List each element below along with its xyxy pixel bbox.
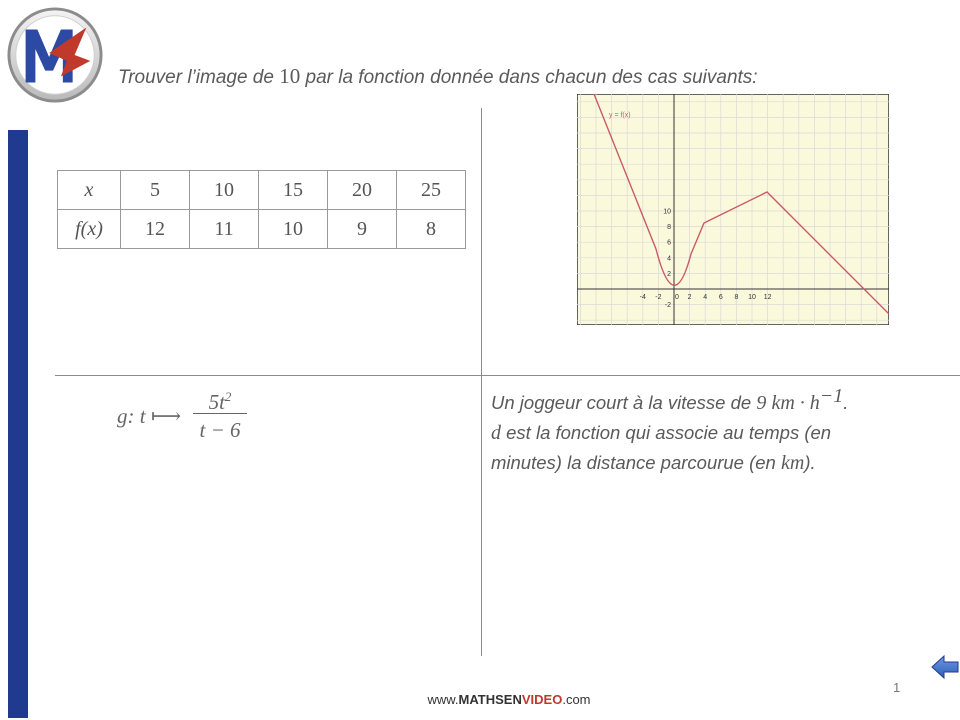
function-g-formula: [117, 382, 317, 448]
mathsenvideo-logo: [6, 6, 104, 104]
page-title: Trouver l’image de 10 par la fonction donnée dans chacun des cas suivants:: [118, 64, 758, 88]
x-tick-label: 8: [734, 294, 739, 301]
table-cell: 10: [259, 210, 328, 249]
function-graph: [577, 94, 889, 325]
y-tick-label: -2: [664, 302, 671, 310]
jogger-line-2: d est la fonction qui associe au temps (en: [491, 422, 832, 445]
jogger-line-1: Un joggeur court à la vitesse de 9 km · $h^{-1}$.: [491, 385, 849, 415]
back-arrow-icon[interactable]: [930, 654, 960, 680]
graph-label: y = f(x): [609, 112, 631, 119]
x-tick-label: -2: [655, 294, 662, 301]
x-tick-label: 10: [748, 294, 756, 301]
table-cell: 15: [259, 171, 328, 210]
vertical-divider: [481, 108, 482, 656]
table-cell: 10: [190, 171, 259, 210]
table-cell: 5: [121, 171, 190, 210]
x-tick-label: 4: [703, 294, 708, 301]
y-tick-label: 2: [667, 270, 671, 278]
table-cell: 8: [397, 210, 466, 249]
table-cell: 12: [121, 210, 190, 249]
title-number: 10: [279, 64, 301, 88]
jogger-line-3: minutes) la distance parcourue (en km).: [491, 452, 816, 475]
table-row: [58, 171, 466, 210]
y-tick-label: 4: [667, 255, 671, 263]
y-tick-label: 6: [667, 239, 671, 247]
footer-website[interactable]: www.MATHSENVIDEO.com: [427, 692, 591, 707]
table-cell: 20: [328, 171, 397, 210]
table-cell: 11: [190, 210, 259, 249]
x-tick-labels: [640, 294, 772, 301]
y-tick-label: 10: [663, 208, 671, 216]
horizontal-divider: [55, 375, 960, 376]
table-header-x: x: [58, 171, 121, 210]
jogger-problem-text: [491, 381, 951, 478]
table-cell: 25: [397, 171, 466, 210]
x-tick-label: 2: [687, 294, 692, 301]
x-tick-label: -4: [639, 294, 646, 301]
formula-fraction: [193, 382, 247, 445]
table-header-fx: f(x): [58, 210, 121, 249]
values-table: [57, 170, 466, 249]
x-tick-label: 6: [718, 294, 723, 301]
page-number: 1: [893, 680, 901, 695]
x-tick-label: 0: [675, 294, 679, 301]
sidebar-label: FONCTIONS: [10, 624, 26, 707]
formula-denominator: t − 6: [199, 418, 241, 442]
table-cell: 9: [328, 210, 397, 249]
table-row: [58, 210, 466, 249]
formula-lhs: g: t ⟼: [117, 404, 181, 428]
formula-numerator: $5t^2$: [208, 389, 232, 414]
x-tick-label: 12: [763, 294, 772, 301]
y-tick-label: 8: [667, 224, 671, 232]
